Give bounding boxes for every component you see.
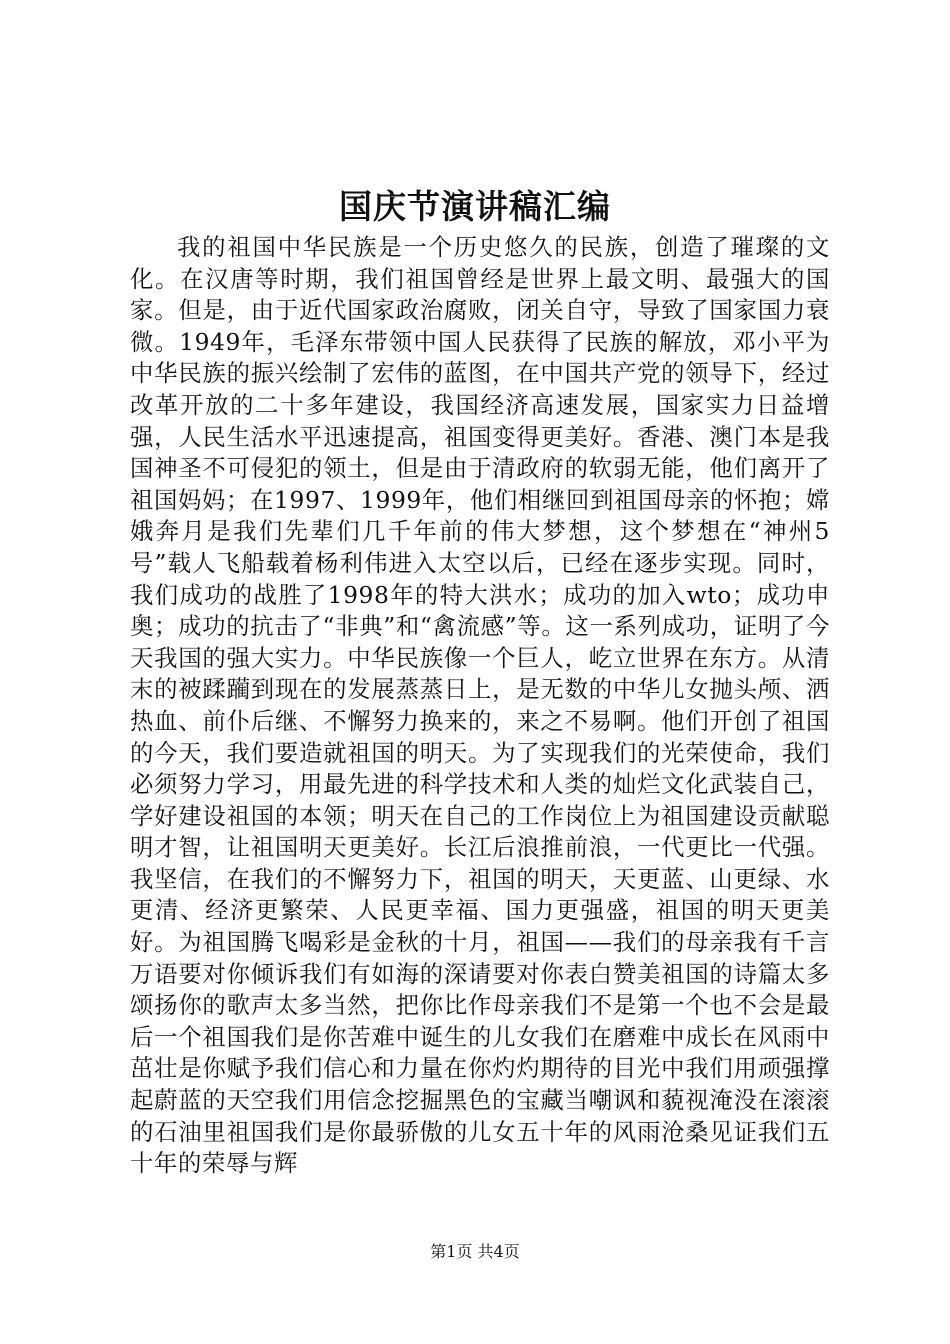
page-footer: 第1页 共4页 [430, 1242, 520, 1261]
body-paragraph: 我的祖国中华民族是一个历史悠久的民族，创造了璀璨的文化。在汉唐等时期，我们祖国曾经是世界上最文明、最强大的国家。但是，由于近代国家政治腐败，闭关自守，导致了国家国力衰微。1949年，毛泽东带领中国人民获得了民族的解放，邓小平为中华民族的振兴绘制了宏伟的蓝图，在中国共产党的领导下，经过改革开放的二十多年建设，我国经济高速发展，国家实力日益增强，人民生活水平迅速提高，祖国变得更美好。香港、澳门本是我国神圣不可侵犯的领土，但是由于清政府的软弱无能，他们离开了祖国妈妈；在1997、1999年，他们相继回到祖国母亲的怀抱；嫦娥奔月是我们先辈们几千年前的伟大梦想，这个梦想在“神州5号”载人飞船载着杨利伟进入太空以后，已经在逐步实现。同时，我们成功的战胜了1998年的特大洪水；成功的加入wto；成功申奥；成功的抗击了“非典”和“禽流感”等。这一系列成功，证明了今天我国的强大实力。中华民族像一个巨人，屹立世界在东方。从清末的被蹂躏到现在的发展蒸蒸日上，是无数的中华儿女抛头颅、洒热血、前仆后继、不懈努力换来的，来之不易啊。他们开创了祖国的今天，我们要造就祖国的明天。为了实现我们的光荣使命，我们必须努力学习，用最先进的科学技术和人类的灿烂文化武装自己，学好建设祖国的本领；明天在自己的工作岗位上为祖国建设贡献聪明才智，让祖国明天更美好。长江后浪推前浪，一代更比一代强。我坚信，在我们的不懈努力下，祖国的明天，天更蓝、山更绿、水更清、经济更繁荣、人民更幸福、国力更强盛，祖国的明天更美好。为祖国腾飞喝彩是金秋的十月，祖国——我们的母亲我有千言万语要对你倾诉我们有如海的深请要对你表白赞美祖国的诗篇太多颂扬你的歌声太多当然，把你比作母亲我们不是第一个也不会是最后一个祖国我们是你苦难中诞生的儿女我们在磨难中成长在风雨中茁壮是你赋予我们信心和力量在你灼灼期待的目光中我们用顽强撑起蔚蓝的天空我们用信念挖掘黑色的宝藏当嘲讽和藐视淹没在滚滚的石油里祖国我们是你最骄傲的儿女五十年的风雨沧桑见证我们五十年的荣辱与辉 [130, 233, 830, 1178]
document-title: 国庆节演讲稿汇编 [339, 187, 611, 226]
